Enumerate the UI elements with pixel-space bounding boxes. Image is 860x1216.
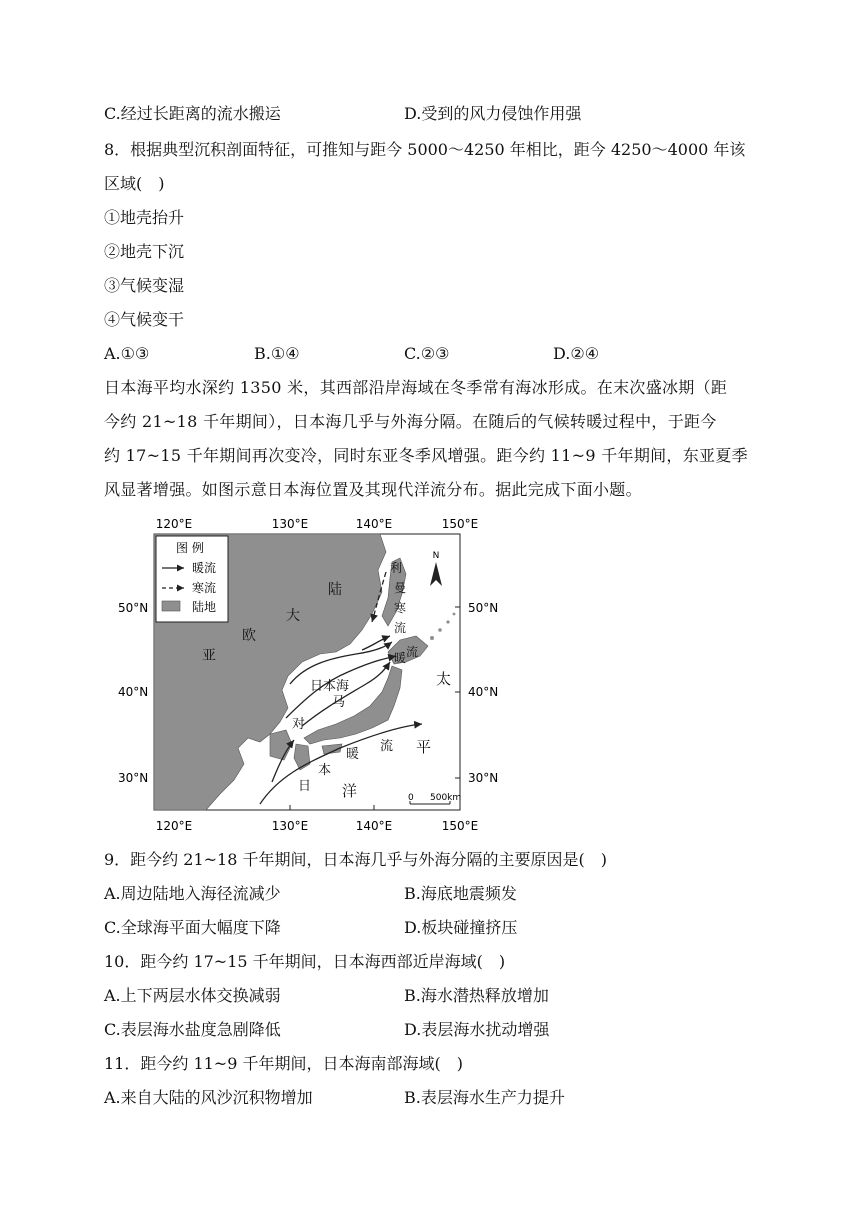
label-nuan: 暖: [346, 747, 360, 762]
label-han: 寒: [394, 601, 407, 615]
passage-line: 风显著增强。如图示意日本海位置及其现代洋流分布。据此完成下面小题。: [104, 480, 642, 499]
lat-label: 40°N: [118, 685, 149, 699]
label-ri: 日: [298, 779, 312, 794]
scale-label: 500km: [430, 793, 462, 803]
label-ma: 马: [332, 695, 346, 710]
label-ping: 平: [416, 738, 432, 756]
q8-option-c: C.②③: [404, 344, 450, 363]
label-liu2: 流: [406, 645, 419, 659]
lon-label: 150°E: [441, 517, 479, 531]
lat-label: 40°N: [468, 685, 499, 699]
q9-option-d: D.板块碰撞挤压: [404, 918, 518, 937]
q11-option-b: B.表层海水生产力提升: [404, 1088, 565, 1107]
scale-zero: 0: [408, 793, 414, 803]
q8-item: ②地壳下沉: [104, 242, 185, 261]
q11-option-a: A.来自大陆的风沙沉积物增加: [104, 1088, 313, 1107]
passage-line: 约 17~15 千年期间再次变冷，同时东亚冬季风增强。距今约 11~9 千年期间，东亚夏季: [104, 446, 748, 465]
label-liu1: 流: [394, 621, 407, 635]
label-lu: 陆: [328, 582, 342, 598]
passage-line: 今约 21~18 千年期间），日本海几乎与外海分隔。在随后的气候转暖过程中，于距今: [104, 412, 717, 431]
label-tai: 太: [436, 670, 452, 688]
q10-option-a: A.上下两层水体交换减弱: [104, 986, 281, 1005]
lon-label: 150°E: [441, 819, 479, 833]
passage-line: 日本海平均水深约 1350 米，其西部沿岸海域在冬季常有海冰形成。在末次盛冰期（距: [104, 378, 728, 397]
legend-cold: 寒流: [192, 581, 217, 595]
question-8-stem: 8．根据典型沉积剖面特征，可推知与距今 5000～4250 年相比，距今 4250～4000 年该: [104, 140, 746, 159]
q8-option-b: B.①④: [254, 344, 300, 363]
lon-label: 130°E: [271, 517, 309, 531]
label-yang: 洋: [342, 782, 358, 800]
q10-option-b: B.海水潜热释放增加: [404, 986, 549, 1005]
japan-sea-current-map: [110, 512, 510, 837]
label-sea: 日本海: [310, 679, 350, 694]
q8-item: ①地壳抬升: [104, 208, 185, 227]
legend-title: 图 例: [176, 541, 204, 555]
label-liu3: 流: [380, 739, 394, 754]
option-d: D.受到的风力侵蚀作用强: [404, 104, 582, 123]
lon-label: 130°E: [271, 819, 309, 833]
question-8-stem-cont: 区域( ): [104, 174, 165, 193]
q9-option-b: B.海底地震频发: [404, 884, 517, 903]
lat-label: 30°N: [468, 771, 499, 785]
q8-item: ④气候变干: [104, 310, 185, 329]
lon-label: 120°E: [155, 517, 193, 531]
q10-option-c: C.表层海水盐度急剧降低: [104, 1020, 281, 1039]
label-ben: 本: [318, 763, 332, 778]
label-da: 大: [286, 608, 300, 624]
label-jnuan: 暖: [394, 651, 407, 665]
label-man: 曼: [394, 581, 407, 595]
option-c: C.经过长距离的流水搬运: [104, 104, 281, 123]
lat-label: 50°N: [468, 601, 499, 615]
q8-item: ③气候变湿: [104, 276, 185, 295]
q9-option-a: A.周边陆地入海径流减少: [104, 884, 281, 903]
q10-option-d: D.表层海水扰动增强: [404, 1020, 550, 1039]
label-dui: 对: [292, 717, 306, 732]
lon-label: 120°E: [155, 819, 193, 833]
lat-label: 50°N: [118, 601, 149, 615]
legend-warm: 暖流: [192, 561, 217, 575]
q8-option-d: D.②④: [553, 344, 600, 363]
question-10-stem: 10．距今约 17~15 千年期间，日本海西部近岸海域( ): [104, 952, 506, 971]
q8-option-a: A.①③: [104, 344, 150, 363]
question-11-stem: 11．距今约 11~9 千年期间，日本海南部海域( ): [104, 1054, 463, 1073]
label-li: 利: [390, 561, 403, 575]
lon-label: 140°E: [355, 819, 393, 833]
north-label: N: [432, 551, 440, 561]
q9-option-c: C.全球海平面大幅度下降: [104, 918, 281, 937]
lon-label: 140°E: [355, 517, 393, 531]
legend-land: 陆地: [192, 600, 217, 614]
lat-label: 30°N: [118, 771, 149, 785]
question-9-stem: 9．距今约 21~18 千年期间，日本海几乎与外海分隔的主要原因是( ): [104, 850, 607, 869]
label-ya: 亚: [202, 648, 216, 664]
label-ou: 欧: [242, 628, 256, 644]
